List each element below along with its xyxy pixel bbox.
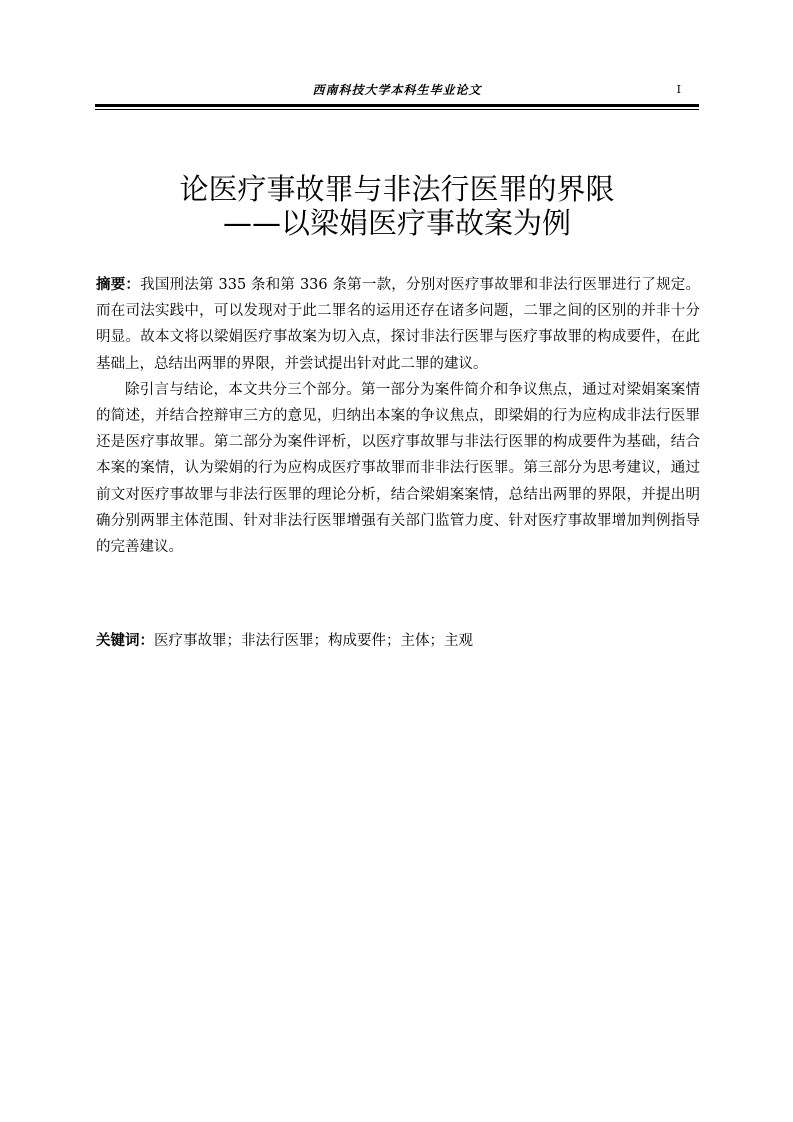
- keywords-label: 关键词：: [96, 633, 154, 649]
- paper-title: [95, 172, 699, 240]
- header-rule-thick: [95, 104, 699, 107]
- abstract-label: 摘要：: [96, 277, 141, 293]
- header-page-number: I: [676, 83, 681, 96]
- header-rule-thin: [95, 109, 699, 110]
- running-header: [95, 82, 699, 104]
- abstract-paragraph-2: 除引言与结论，本文共分三个部分。第一部分为案件简介和争议焦点，通过对梁娟案案情的简述，并结合控辩审三方的意见，归纳出本案的争议焦点，即梁娟的行为应构成非法行医罪还是医疗事故罪。第二部分为案件评析，以医疗事故罪与非法行医罪的构成要件为基础，结合本案的案情，认为梁娟的行为应构成医疗事故罪而非非法行医罪。第三部分为思考建议，通过前文对医疗事故罪与非法行医罪的理论分析，结合梁娟案案情，总结出两罪的界限，并提出明确分别两罪主体范围、针对非法行医罪增强有关部门监管力度、针对医疗事故罪增加判例指导的完善建议。: [96, 381, 700, 556]
- header-title: 西南科技大学本科生毕业论文: [312, 83, 482, 97]
- abstract-paragraph-1-text: 我国刑法第 335 条和第 336 条第一款，分别对医疗事故罪和非法行医罪进行了规定。而在司法实践中，可以发现对于此二罪名的运用还存在诸多问题，二罪之间的区别的并非十分明显。故本文将以梁娟医疗事故案为切入点，探讨非法行医罪与医疗事故罪的构成要件，在此基础上，总结出两罪的界限，并尝试提出针对此二罪的建议。: [96, 277, 700, 372]
- keywords-text: 医疗事故罪；非法行医罪；构成要件；主体；主观: [154, 633, 473, 649]
- title-line-main: 论医疗事故罪与非法行医罪的界限: [179, 172, 615, 206]
- abstract-paragraph-1: [96, 272, 700, 377]
- title-line-subtitle: ——以梁娟医疗事故案为例: [222, 206, 571, 240]
- abstract-section: [96, 272, 700, 560]
- keywords-section: [96, 628, 700, 654]
